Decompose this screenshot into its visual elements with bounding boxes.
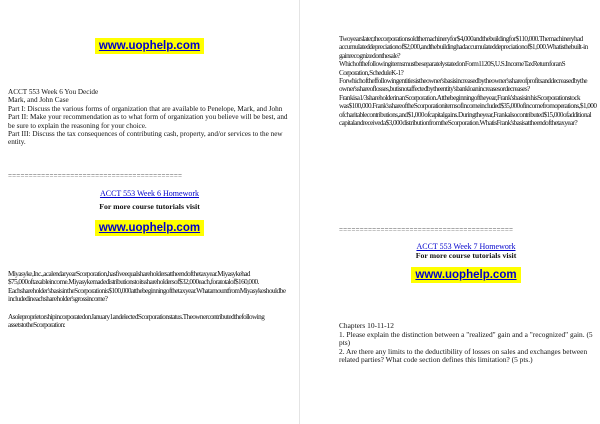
week6-title: ACCT 553 Week 6 You Decide [8,88,99,96]
homework-question-2: Asoleproprietorshipincorporatedon January1andelectedScorporationstatus.Theownercontributedthefollowing assetstotheScorporation: [8,312,265,330]
week6-part3: Part III: Discuss the tax consequences of contributing cash, property, and/or services to the new entity. [8,130,283,147]
week6-homework-link-wrapper [0,183,299,201]
week6-homework-continued [339,35,597,128]
question-2: 2. Are there any limits to the deductibility of losses on sales and exchanges between related parties? What code section defines this limitation? (5 pts.) [339,346,588,365]
homework-question-5: Frankisa1/3shareholderin an Scorporation.Atthebeginningoftheyear,Frank'sbasisin hisScorporationstock was$100,000.Frank'sshareoftheScorporationitemsofincomeincluded$35,000ofincomefromoperations,$1,000 ofcharitablecontributions,and$1,000 ofcapitalgains.Duringtheyear,Frankalsocontributed$15,000ofadditional capitalandreceiveda$3,000 distributionfromtheScorporation.WhatisFrank'sbasisattheendofthetaxyear? [339,93,597,128]
right-page [300,0,600,424]
week7-homework-link[interactable]: ACCT 553 Week 7 Homework [416,242,516,251]
site-banner-mid[interactable]: www.uophelp.com [95,220,204,236]
banner-mid-wrapper [0,218,299,236]
week6-you-decide-section [8,88,293,147]
banner-top-wrapper [0,36,299,54]
separator-rule: ========================================== [8,172,183,180]
week6-part2: Part II: Make your recommendation as to what form of organization you believe will be best, and be sure to explain the reasoning for your choice. [8,113,288,130]
homework-question-3: Twoyearslater,thecorporationsoldthemachineryfor$4,000 andthebuildingfor$110,000.Themachineryhad accumulateddepreciationof$2,000,andthebuildinghadaccumulateddepreciationof$1,000.Whatisthebuilt-in gainrecognizedonthesale? [339,35,588,60]
week6-homework-link[interactable]: ACCT 553 Week 6 Homework [99,189,200,198]
homework-question-1: Miyasyke,Inc.,acalendaryearScorporation,hasfiveequalshareholdersattheendofthetaxyear.Miyasykehad $75,000oftaxableincome.Miyasykemadedistributionsto itsshareholdersof$32,000each,foratotalof$160,000. Eachshareholder'sbasisin theScorporationis$100,000atthebeginningofthetaxyear.Whatamountfrom Miyasykeshould be includedin eachshareholder'sgrossincome? [8,270,286,304]
banner-right-wrapper [339,265,593,283]
week6-part1: Part I: Discuss the various forms of organization that are available to Penelope, Mark, and John [8,104,283,113]
question-1: 1. Please explain the distinction between a "realized" gain and a "recognized" gain. (5 pts) [339,329,593,348]
separator-rule-right: ========================================== [339,226,514,234]
week6-homework-questions [8,270,294,329]
week7-homework-questions [339,322,593,365]
site-banner-top[interactable]: www.uophelp.com [95,38,204,54]
visit-text-right: For more course tutorials visit [415,251,517,260]
week6-names: Mark, and John Case [8,96,69,105]
visit-text: For more course tutorials visit [99,202,200,211]
site-banner-right[interactable]: www.uophelp.com [411,267,520,283]
homework-question-4: Which ofthefollowingitemsmustbe separatelystated on Form1120S,U.S.IncomeTaxReturnforan S Corporation, ScheduleK-1? Forwhichoftheffollowingentitiesistheowner'sbasisincreasedbytheowner'sshareofprofitsanddecreasedbythe owner'sshareoflosses,butisnotaffectedbytheentity'sbankloanincreasesordecreases? [339,60,588,94]
chapters-heading: Chapters 10-11-12 [339,321,394,330]
